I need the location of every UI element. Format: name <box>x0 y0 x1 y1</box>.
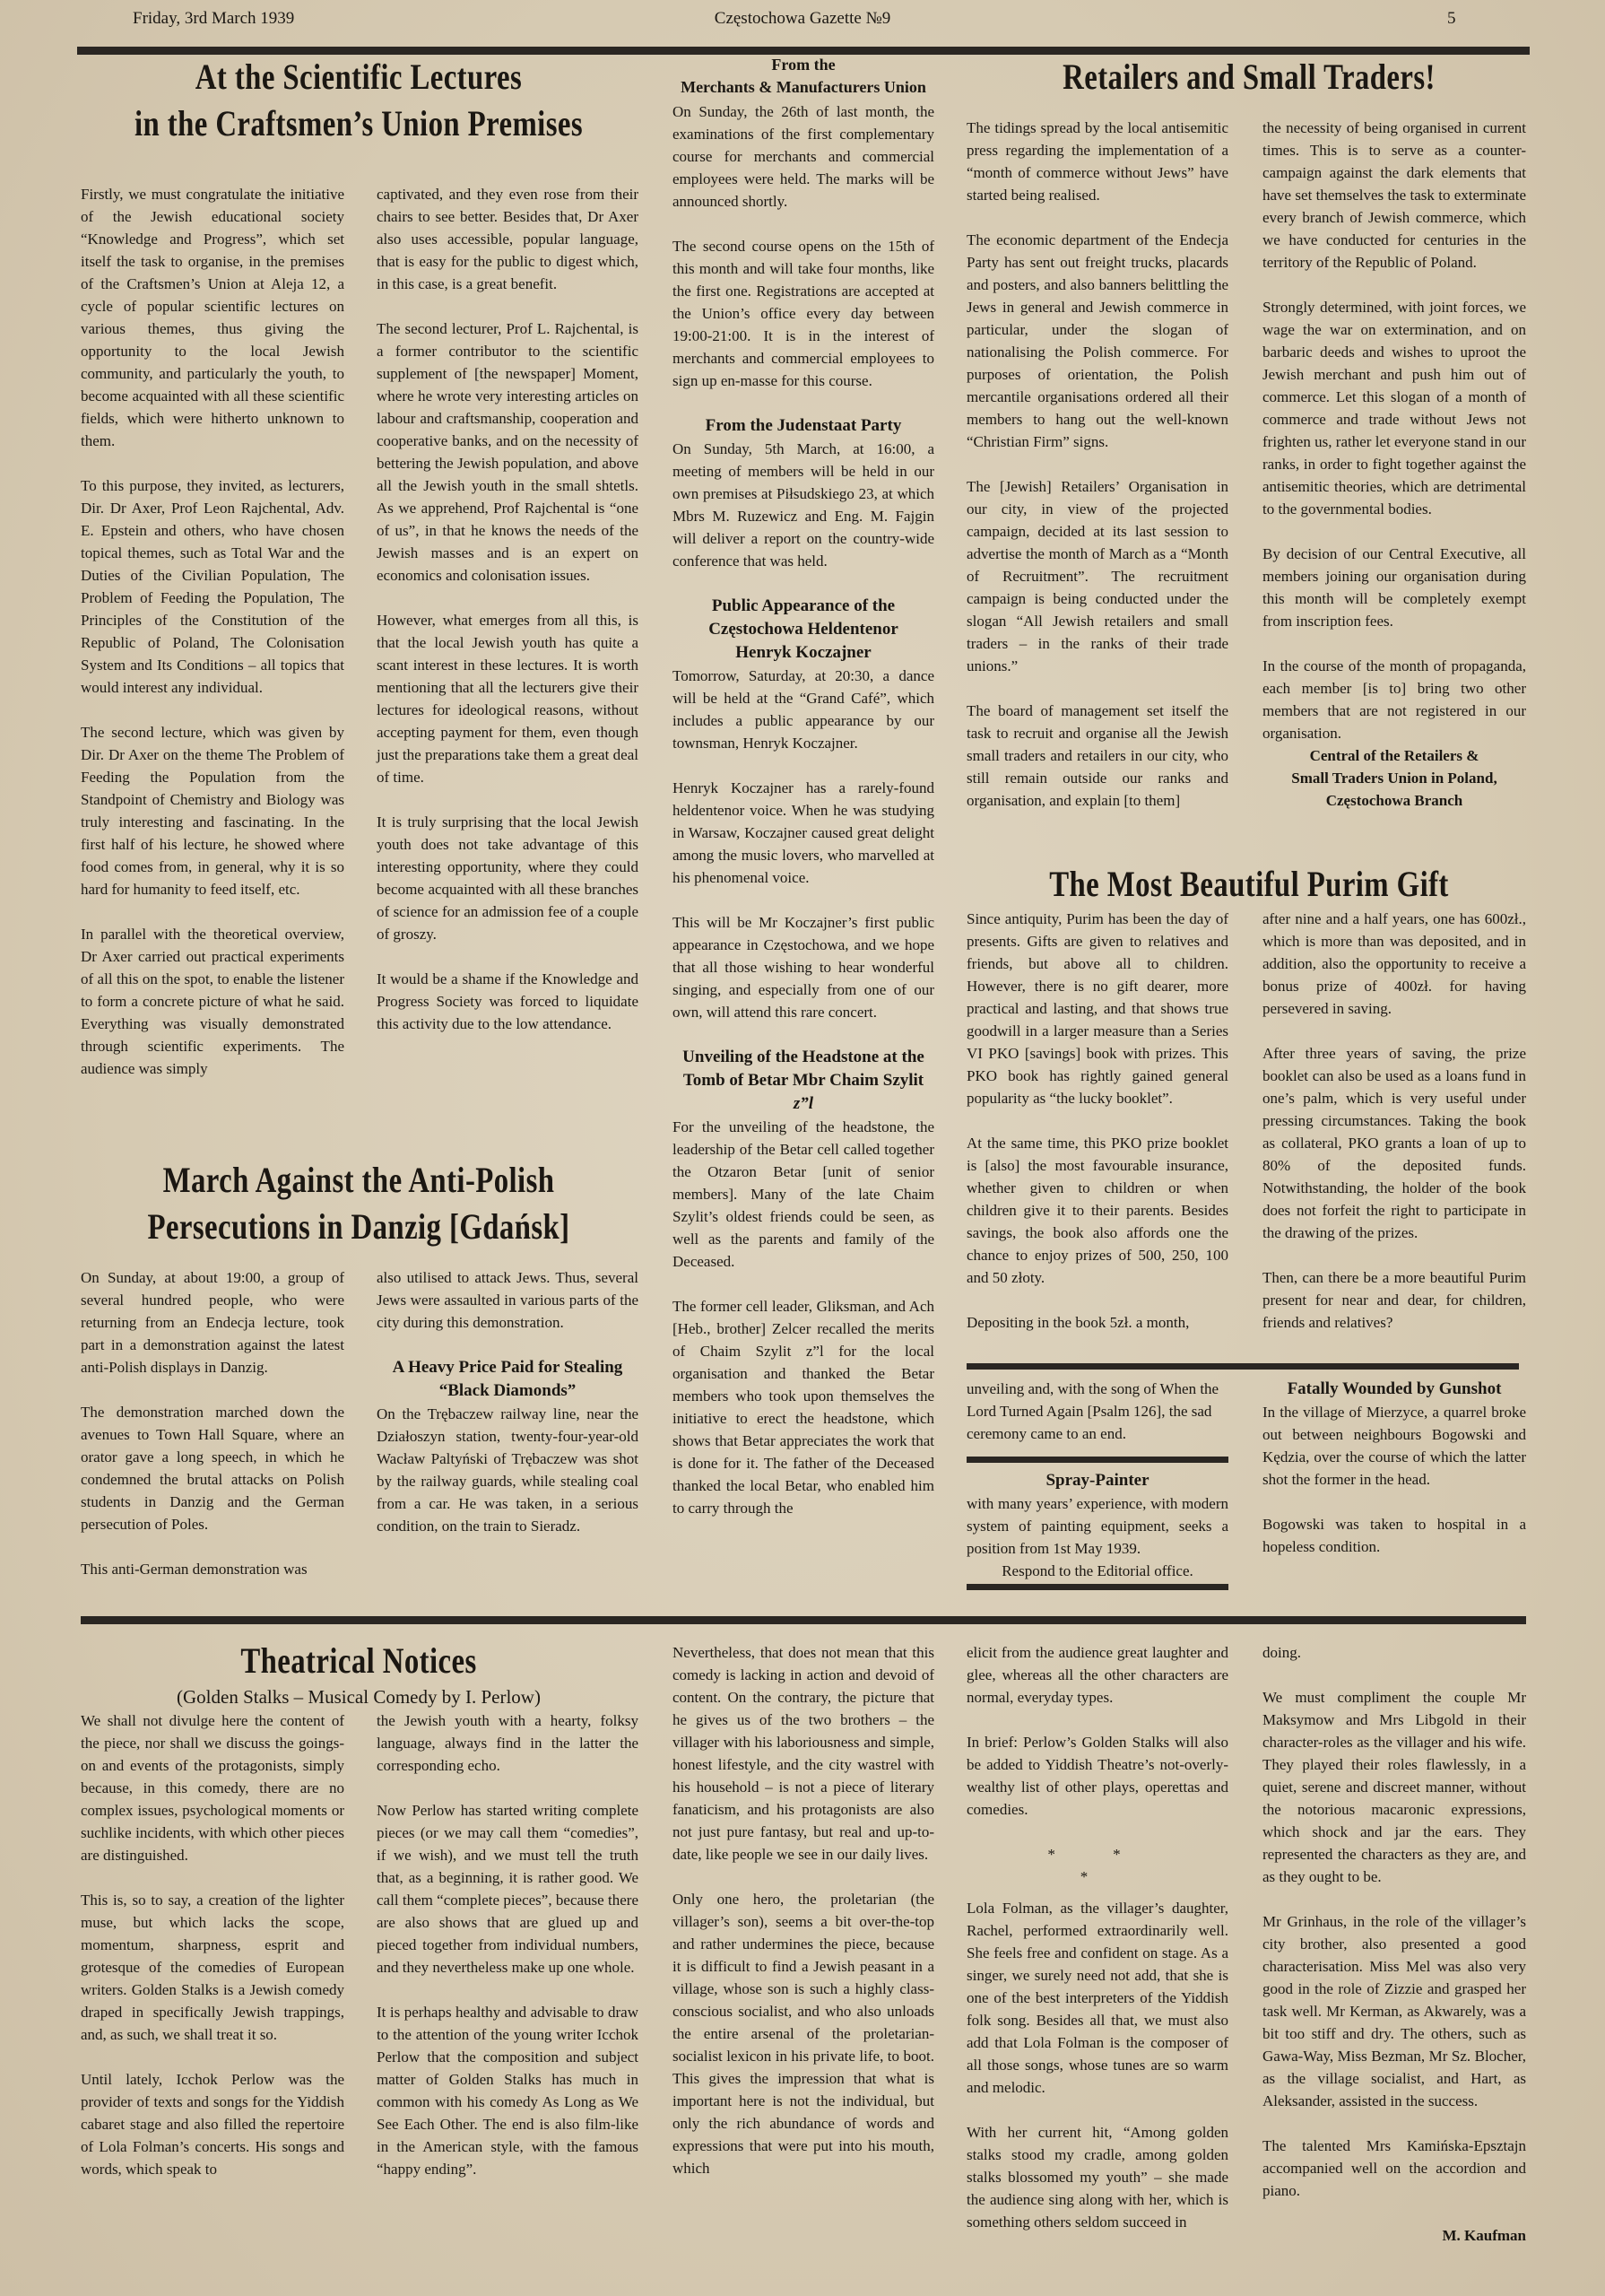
danzig-col1-p1: On Sunday, at about 19:00, a group of several hundred people, who were returning from an Endecja lecture, took part in a demonstration against the latest anti-Polish displays in Danzig. <box>81 1269 344 1376</box>
lectures-col1 <box>81 183 344 1080</box>
retailers-signature-line1: Central of the Retailers & <box>1309 747 1479 764</box>
section-break-star: * <box>1080 1868 1115 1885</box>
lectures-col1-p4: In parallel with the theoretical overview, Dr Axer carried out practical experiments of all this on the spot, to enable the listener to form a concrete picture of what he said. Everything was visually demonstrated through scientific experiments. The audience was simply <box>81 926 344 1077</box>
theatre-col1-p3: Until lately, Icchok Perlow was the provider of texts and songs for the Yiddish cabaret stage and also filled the repertoire of Lola Folman’s concerts. His songs and words, which speak to <box>81 2071 344 2178</box>
theatre-col2-p1: the Jewish youth with a hearty, folksy language, always find in the latter the corresponding echo. <box>377 1712 638 1774</box>
purim-title: The Most Beautiful Purim Gift <box>1049 864 1449 904</box>
theatre-col3-p2: Only one hero, the proletarian (the villager’s son), seems a bit over-the-top and rather undermines the piece, because it is difficult to find a Jewish peasant in a village, whose son is such a highly class-conscious socialist, and who also unloads the entire arsenal of the proletarian-socialist lexicon in his private life, to boot. This gives the impression that what is important here is not the individual, but only the rich abundance of words and expressions that were put into his mouth, which <box>672 1891 934 2177</box>
heldentenor-p1: Tomorrow, Saturday, at 20:30, a dance will be held at the “Grand Café”, which includes a public appearance by our townsman, Henryk Koczajner. <box>672 667 934 752</box>
diamonds-p1: On the Trębaczew railway line, near the Działoszyn station, twenty-four-year-old Wacław Paltyński of Trębaczew was shot by the railway guards, while stealing coal from a car. He was taken, in a serious condition, on the train to Sieradz. <box>377 1405 638 1535</box>
theatre-col1-p2: This is, so to say, a creation of the lighter muse, but which lacks the scope, momentum, sharpness, esprit and grotesque of the comedies of European writers. Golden Stalks is a Jewish comedy draped in specifically Jewish trappings, and, as such, we shall treat it so. <box>81 1892 344 2043</box>
theatre-col5-p1: doing. <box>1262 1644 1301 1661</box>
gunshot-p2: Bogowski was taken to hospital in a hopeless condition. <box>1262 1516 1526 1555</box>
gunshot-article <box>1262 1378 1526 1558</box>
theatre-col5-p4: The talented Mrs Kamińska-Epsztajn accompanied well on the accordion and piano. <box>1262 2137 1526 2199</box>
theatre-col5 <box>1262 1641 1526 2247</box>
lectures-col2-p5: It would be a shame if the Knowledge and Progress Society was forced to liquidate this activity due to the low attendance. <box>377 970 638 1032</box>
danzig-col1-p2: The demonstration marched down the avenues to Town Hall Square, where an orator gave a long speech, in which he condemned the brutal attacks on Polish students in Danzig and the German persecution of Poles. <box>81 1404 344 1533</box>
danzig-title-line1: March Against the Anti-Polish <box>162 1160 555 1200</box>
retailers-heading <box>967 54 1531 100</box>
lectures-title-line1: At the Scientific Lectures <box>195 57 523 97</box>
theatre-col1 <box>81 1709 344 2180</box>
purim-col1-p3: Depositing in the book 5zł. a month, <box>967 1314 1190 1331</box>
headstone-continuation <box>967 1378 1228 1445</box>
headstone-p2: The former cell leader, Gliksman, and Ach [Heb., brother] Zelcer recalled the merits of Chaim Szylit z”l for the local organisation and thanked the Betar members who took upon themselves the initiative to erect the headstone, which shows that Betar appreciates the work that is done for it. The father of the Deceased thanked the local Betar, who enabled him to carry through the <box>672 1298 934 1517</box>
retailers-col1 <box>967 117 1228 812</box>
heldentenor-title-line1: Public Appearance of the <box>711 596 896 615</box>
merchants-p2: The second course opens on the 15th of this month and will take four months, like the first one. Registrations are accepted at the Union’s office every day between 19:00-21:00. It is in the interest of merchants and commercial employees to sign up en-masse for this course. <box>672 238 934 389</box>
lectures-col2 <box>377 183 638 1035</box>
lectures-col1-p2: To this purpose, they invited, as lecturers, Dir. Dr Axer, Prof Leon Rajchental, Adv. E. Epstein and others, who have chosen topical themes, such as Total War and the Duties of the Civilian Population, The Problem of Feeding the Population, The Principles of the Constitution of the Republic of Poland, The Colonisation System and Its Conditions – all topics that would interest any individual. <box>81 477 344 696</box>
theatre-col4-p4: With her current hit, “Among golden stalks stood my cradle, among golden stalks blossomed my youth” – she made the audience sing along with her, which is something others seldom succeed in <box>967 2124 1228 2231</box>
theatre-col3-p1: Nevertheless, that does not mean that this comedy is lacking in action and devoid of content. On the contrary, the picture that he gives us of the two brothers – the villager with his laboriousness and simple, honest lifestyle, and the city wastrel with his household – is not a piece of literary fanaticism, and his protagonists are also not just pure fantasy, but real and up-to-date, like people we see in our daily lives. <box>672 1644 934 1863</box>
retailers-col2-p2: Strongly determined, with joint forces, we wage the war on extermination, and on barbaric deeds and wishes to uproot the Jewish merchant and push him out of commerce. Let this slogan of a month of commerce and trade without Jews not frighten us, rather let everyone stand in our ranks, in order to fight together against the antisemitic theories, which are detrimental to the governmental bodies. <box>1262 299 1526 517</box>
lectures-heading <box>81 54 637 147</box>
diamonds-title-line2: “Black Diamonds” <box>438 1381 577 1400</box>
gunshot-p1: In the village of Mierzyce, a quarrel broke out between neighbours Bogowski and Kędzia, over the course of which the latter shot the former in the head. <box>1262 1404 1526 1488</box>
danzig-col1-p3: This anti-German demonstration was <box>81 1561 308 1578</box>
retailers-col2-p1: the necessity of being organised in current times. This is to serve as a counter-campaign against the dark elements that have set themselves the task to exterminate every branch of Jewish commerce, which we have conducted for centuries in the territory of the Republic of Poland. <box>1262 119 1526 271</box>
judenstaat-p1: On Sunday, 5th March, at 16:00, a meeting of members will be held in our own premises at Piłsudskiego 23, at which Mbrs M. Ruzewicz and Eng. M. Fajgin will deliver a report on the country-wide conference that was held. <box>672 440 934 570</box>
theatre-col4 <box>967 1641 1228 2233</box>
retailers-signature-line2: Small Traders Union in Poland, <box>1291 770 1497 787</box>
retailers-signature-line3: Częstochowa Branch <box>1325 792 1463 809</box>
middle-column <box>672 54 934 1519</box>
danzig-col2-p1: also utilised to attack Jews. Thus, several Jews were assaulted in various parts of the city during this demonstration. <box>377 1269 638 1331</box>
judenstaat-title: From the Judenstaat Party <box>705 416 902 435</box>
theatre-signature: M. Kaufman <box>1442 2227 1526 2244</box>
theatre-title: Theatrical Notices <box>240 1640 477 1681</box>
theatre-col1-p1: We shall not divulge here the content of the piece, nor shall we discuss the goings-on and events of the protagonists, simply because, in this comedy, there are no complex issues, psychological moments or suchlike incidents, with which other pieces are distinguished. <box>81 1712 344 1864</box>
purim-col1-p1: Since antiquity, Purim has been the day of presents. Gifts are given to relatives and friends, but above all to children. However, there is no gift dearer, more practical and lasting, and that shows true goodwill in a larger measure than a Series VI PKO [savings] book with prizes. This PKO book has rightly gained general popularity as “the lucky booklet”. <box>967 910 1228 1107</box>
danzig-heading <box>81 1157 637 1250</box>
retailers-col1-p3: The [Jewish] Retailers’ Organisation in our city, in view of the projected campaign, decided at its last session to advertise the month of March as a “Month of Recruitment”. The recruitment campaign is being conducted under the slogan “All Jewish retailers and small traders – in the ranks of their trade unions.” <box>967 478 1228 674</box>
theatre-col2-p3: It is perhaps healthy and advisable to draw to the attention of the young writer Icchok Perlow that the composition and subject matter of Golden Stalks has much in common with his comedy As Long as We See Each Other. The end is also film-like in the American style, with the famous “happy ending”. <box>377 2004 638 2178</box>
lectures-col2-p2: The second lecturer, Prof L. Rajchental, is a former contributor to the scientific supplement of [the newspaper] Moment, where he wrote very interesting articles on labour and craftsmanship, cooperation and cooperative banks, and on the necessity of bettering the Jewish population, and above all the Jewish youth in the small shtetls. As we apprehend, Prof Rajchental is “one of us”, in that he knows the needs of the Jewish masses and is an expert on economics and colonisation issues. <box>377 320 638 584</box>
header-date: Friday, 3rd March 1939 <box>133 9 295 28</box>
theatre-col5-p2: We must compliment the couple Mr Maksymow and Mrs Libgold in their character-roles as the villager and his wife. They played their roles flawlessly, in a quiet, serene and discreet manner, without the notorious macaronic expressions, which shock and jar the ears. They represented the characters as they are, and as they ought to be. <box>1262 1689 1526 1885</box>
retailers-col1-p2: The economic department of the Endecja Party has sent out freight trucks, placards and posters, and also banners belittling the Jews in general and Jewish commerce in particular, under the slogan of nationalising the Polish commerce. For purposes of orientation, the Polish mercantile organisations ordered all their members to hang out the well-known “Christian Firm” signs. <box>967 231 1228 450</box>
theatre-col3 <box>672 1641 934 2179</box>
purim-col2-p1: after nine and a half years, one has 600zł., which is more than was deposited, and in addition, also the opportunity to receive a bonus prize of 400zł. for having persevered in saving. <box>1262 910 1526 1017</box>
heldentenor-title-line3: Henryk Koczajner <box>735 643 872 662</box>
headstone-p1: For the unveiling of the headstone, the leadership of the Betar cell called together the Otzaron Betar [unit of senior members]. Many of the late Chaim Szylit’s oldest friends could be seen, as well as the parents and family of the Deceased. <box>672 1118 934 1270</box>
merchants-p1: On Sunday, the 26th of last month, the examinations of the first complementary course for merchants and commercial employees were held. The marks will be announced shortly. <box>672 103 934 210</box>
headstone-title-line1: Unveiling of the Headstone at the <box>682 1048 924 1066</box>
retailers-col2-p4: In the course of the month of propaganda, each member [is to] bring two other members that are not registered in our organisation. <box>1262 657 1526 742</box>
purim-col1 <box>967 908 1228 1334</box>
spray-bottom-rule <box>967 1584 1228 1590</box>
retailers-col2-p3: By decision of our Central Executive, all members joining our organisation during this month will be completely exempt from inscription fees. <box>1262 545 1526 630</box>
retailers-col1-p1: The tidings spread by the local antisemitic press regarding the implementation of a “month of commerce without Jews” have started being realised. <box>967 119 1228 204</box>
gunshot-title: Fatally Wounded by Gunshot <box>1287 1379 1502 1398</box>
header-title: Częstochowa Gazette №9 <box>714 9 891 28</box>
lectures-col2-p4: It is truly surprising that the local Jewish youth does not take advantage of this interesting opportunity, where they could become acquainted with all these branches of science for an admission fee of a couple of groszy. <box>377 813 638 943</box>
heldentenor-title-line2: Częstochowa Heldentenor <box>708 620 898 639</box>
lectures-title-line2: in the Craftsmen’s Union Premises <box>134 103 584 144</box>
purim-heading <box>967 861 1531 908</box>
spray-top-rule <box>967 1457 1228 1463</box>
diamonds-title-line1: A Heavy Price Paid for Stealing <box>392 1358 623 1377</box>
lectures-col1-p1: Firstly, we must congratulate the initiative of the Jewish educational society “Knowledge and Progress”, which set itself the task to organise, in the premises of the Craftsmen’s Union at Aleja 12, a cycle of popular scientific lectures on various themes, thus giving the opportunity to the local Jewish community, and particularly the youth, to become acquainted with all these scientific fields, which were hitherto unknown to them. <box>81 186 344 449</box>
danzig-col1 <box>81 1266 344 1580</box>
retailers-title: Retailers and Small Traders! <box>1063 57 1436 97</box>
theatre-top-rule <box>81 1616 1526 1624</box>
header-page-number: 5 <box>1447 9 1456 28</box>
theatre-col4-p3: Lola Folman, as the villager’s daughter, Rachel, performed extraordinarily well. She feels free and confident on stage. As a singer, we surely need not add, that she is one of the best interpreters of the Yiddish folk song. Besides all that, we must also add that Lola Folman is the composer of all those songs, whose tunes are so warm and melodic. <box>967 1900 1228 2096</box>
retailers-col1-p4: The board of management set itself the task to recruit and organise all the Jewish small traders and retailers in our city, who still remain outside our ranks and organisation, and explain [to them] <box>967 702 1228 809</box>
retailers-col2 <box>1262 117 1526 812</box>
lectures-col2-p3: However, what emerges from all this, is that the local Jewish youth has quite a scant interest in these lectures. It is worth mentioning that all the lecturers give their lectures for ideological reasons, without accepting payment for them, even though just the preparations take them a great deal of time. <box>377 612 638 786</box>
headstone-title-line3: z”l <box>793 1094 814 1113</box>
purim-col2-p3: Then, can there be a more beautiful Purim present for near and dear, for children, friends and relatives? <box>1262 1269 1526 1331</box>
spray-title: Spray-Painter <box>1045 1471 1150 1490</box>
lectures-col2-p1: captivated, and they even rose from their chairs to see better. Besides that, Dr Axer also uses accessible, popular language, that is easy for the public to digest which, in this case, is a great benefit. <box>377 186 638 292</box>
theatre-col5-p3: Mr Grinhaus, in the role of the villager’s city brother, also presented a good characterisation. Miss Mel was also very good in the role of Zizzie and grasped her task well. Mr Kerman, as Akwarely, was a bit too stiff and dry. The others, such as Gawa-Way, Miss Bezman, Mr Sz. Blocher, as the village socialist, and Hart, as Aleksander, assisted in the success. <box>1262 1913 1526 2109</box>
heldentenor-p3: This will be Mr Koczajner’s first public appearance in Częstochowa, and we hope that all those wishing to hear wonderful singing, and especially from one of our own, will attend this rare concert. <box>672 914 934 1021</box>
merchants-title-line2: Merchants & Manufacturers Union <box>681 78 926 96</box>
spray-p2: Respond to the Editorial office. <box>1002 1562 1193 1579</box>
purim-col1-p2: At the same time, this PKO prize booklet is [also] the most favourable insurance, whether given to children or when children give it to their parents. Besides savings, the book also affords one the chance to enjoy prizes of 500, 250, 100 and 50 złoty. <box>967 1135 1228 1286</box>
section-break-stars: * * <box>1047 1846 1148 1863</box>
purim-bottom-rule <box>967 1363 1519 1370</box>
headstone-p3: unveiling and, with the song of When the Lord Turned Again [Psalm 126], the sad ceremony came to an end. <box>967 1380 1219 1442</box>
headstone-title-line2: Tomb of Betar Mbr Chaim Szylit <box>682 1071 924 1090</box>
lectures-col1-p3: The second lecture, which was given by Dir. Dr Axer on the theme The Problem of Feeding the Population from the Standpoint of Chemistry and Biology was truly interesting and fascinating. In the first half of his lecture, he showed where food comes from, in general, why it is so hard for humanity to feed itself, etc. <box>81 724 344 898</box>
danzig-title-line2: Persecutions in Danzig [Gdańsk] <box>147 1206 570 1247</box>
theatre-subtitle: (Golden Stalks – Musical Comedy by I. Perlow) <box>177 1686 541 1708</box>
theatre-heading <box>81 1638 637 1709</box>
theatre-col2 <box>377 1709 638 2180</box>
theatre-col2-p2: Now Perlow has started writing complete pieces (or we may call them “comedies”, if we wish), and we must tell the truth that, as a beginning, it is rather good. We call them “complete pieces”, because there are also shows that are glued up and pieced together from individual numbers, and they nevertheless make up one whole. <box>377 1802 638 1976</box>
danzig-col2 <box>377 1266 638 1537</box>
theatre-col4-p2: In brief: Perlow’s Golden Stalks will also be added to Yiddish Theatre’s not-overly-wealthy list of other plays, operettas and comedies. <box>967 1734 1228 1818</box>
theatre-col4-p1: elicit from the audience great laughter and glee, whereas all the other characters are normal, everyday types. <box>967 1644 1228 1706</box>
heldentenor-p2: Henryk Koczajner has a rarely-found heldentenor voice. When he was studying in Warsaw, Koczajner caused great delight among the music lovers, who marvelled at his phenomenal voice. <box>672 779 934 886</box>
merchants-title-line1: From the <box>771 56 836 74</box>
spray-ad <box>967 1469 1228 1582</box>
spray-p1: with many years’ experience, with modern system of painting equipment, seeks a position from 1st May 1939. <box>967 1495 1228 1557</box>
purim-col2 <box>1262 908 1526 1334</box>
purim-col2-p2: After three years of saving, the prize booklet can also be used as a loans fund in one’s palm, which is very useful under pressing circumstances. Taking the book as collateral, PKO grants a loan of up to 80% of the deposited funds. Notwithstanding, the holder of the book does not forfeit the right to participate in the drawing of the prizes. <box>1262 1045 1526 1241</box>
